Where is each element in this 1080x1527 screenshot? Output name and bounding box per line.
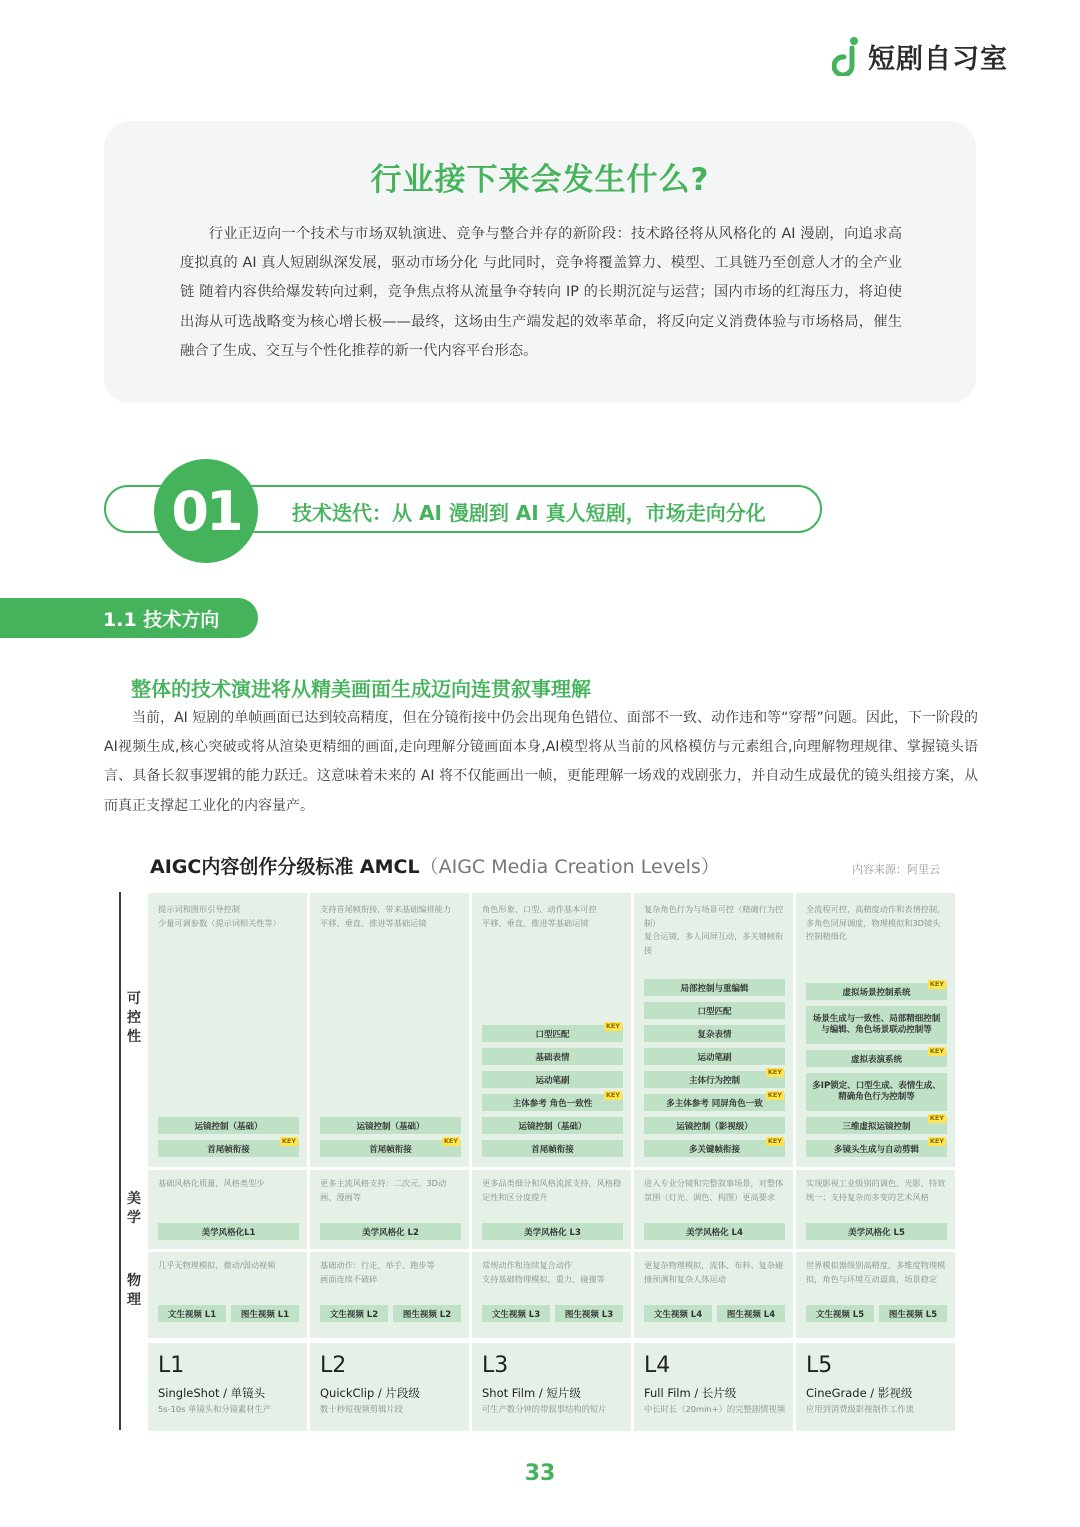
physics-bar: 图生视频 L3 xyxy=(555,1305,623,1322)
control-bar xyxy=(482,1022,623,1042)
axis-label-control: 可控性 xyxy=(127,991,141,1045)
level-cell xyxy=(634,1343,793,1431)
level-description: 数十秒短视频剪辑片段 xyxy=(320,1404,403,1414)
control-bar-label: 多IP锁定、口型生成、表情生成、精确角色行为控制等 xyxy=(812,1081,941,1102)
physics-bar: 文生视频 L2 xyxy=(320,1305,388,1322)
level-number: L2 xyxy=(320,1353,347,1378)
chart-source: 内容来源：阿里云 xyxy=(852,863,940,876)
control-bar-label: 首尾帧衔接 xyxy=(369,1144,412,1155)
control-bar xyxy=(806,980,947,1000)
key-badge: KEY xyxy=(767,1091,782,1099)
key-badge: KEY xyxy=(929,1047,944,1055)
subsection-tab: 1.1 技术方向 xyxy=(0,598,258,638)
aesthetic-description: 实现影视工业级别的调色、光影、特效统一；支持复杂而多变的艺术风格 xyxy=(806,1178,946,1202)
level-number: L1 xyxy=(158,1353,185,1378)
level-column xyxy=(472,893,631,1338)
key-badge: KEY xyxy=(929,1137,944,1145)
key-badge: KEY xyxy=(929,980,944,988)
section-title: 技术迭代：从 AI 漫剧到 AI 真人短剧，市场走向分化 xyxy=(292,501,766,525)
control-bar-label: 多关键帧衔接 xyxy=(688,1144,740,1155)
logo-mark-icon xyxy=(832,36,862,76)
level-number: L5 xyxy=(806,1353,833,1378)
physics-bar: 图生视频 L4 xyxy=(717,1305,785,1322)
control-description: 支持首尾帧衔接，带来基础编排能力 平移、垂直、推进等基础运镜 xyxy=(320,904,452,928)
control-bar-label: 口型匹配 xyxy=(535,1029,570,1040)
level-name: CineGrade / 影视级 xyxy=(806,1386,913,1400)
control-bar xyxy=(806,1047,947,1067)
level-cell xyxy=(148,1343,307,1431)
control-bar xyxy=(644,1117,785,1134)
physics-bar: 图生视频 L1 xyxy=(231,1305,299,1322)
axis-label-physics: 物理 xyxy=(127,1273,141,1308)
control-bar xyxy=(644,1025,785,1042)
control-bar xyxy=(320,1117,461,1134)
control-bar-label: 主体行为控制 xyxy=(688,1075,740,1086)
aesthetic-bar: 美学风格化 L4 xyxy=(644,1223,785,1240)
physics-description: 更复杂物理模拟，流体、布料、复杂碰撞预测和复杂人体运动 xyxy=(644,1260,784,1284)
aesthetic-bar: 美学风格化 L3 xyxy=(482,1223,623,1240)
control-bar-label: 主体参考 角色一致性 xyxy=(512,1098,593,1109)
control-bar xyxy=(644,1002,785,1019)
control-bar xyxy=(482,1048,623,1065)
physics-description: 世界模拟器级别高精度、多维度物理模拟，角色与环境互动逼真，场景稳定 xyxy=(806,1260,946,1284)
physics-bar: 文生视频 L1 xyxy=(158,1305,226,1322)
physics-description: 几乎无物理模拟，微动/弱动视频 xyxy=(158,1260,276,1270)
aesthetic-bar: 美学风格化 L2 xyxy=(320,1223,461,1240)
aesthetic-description: 更多主流风格支持：二次元、3D动画、漫画等 xyxy=(320,1178,447,1202)
control-bar-label: 首尾帧衔接 xyxy=(531,1144,574,1155)
chart-title-en: （AIGC Media Creation Levels） xyxy=(419,856,720,878)
aesthetic-bar: 美学风格化L1 xyxy=(158,1223,299,1240)
control-bar-label: 三维虚拟运镜控制 xyxy=(842,1121,911,1132)
amcl-grid xyxy=(148,893,956,1338)
brand-name: 短剧自习室 xyxy=(868,43,1008,75)
axis-line xyxy=(119,892,121,1430)
control-bar xyxy=(482,1091,623,1111)
physics-bar: 文生视频 L4 xyxy=(644,1305,712,1322)
control-bar-label: 运镜控制（基础） xyxy=(518,1121,587,1132)
control-bar xyxy=(644,1068,785,1088)
physics-description: 基础动作：行走、举手、跑步等 画面连续不破碎 xyxy=(320,1260,435,1284)
control-bar xyxy=(320,1137,461,1157)
control-bar xyxy=(158,1117,299,1134)
control-bar xyxy=(644,1137,785,1157)
page-number: 33 xyxy=(524,1461,556,1486)
control-bar-label: 多主体参考 同屏角色一致 xyxy=(666,1098,763,1109)
aesthetic-description: 进入专业分镜和完整叙事场景，对整体氛围（灯光、调色、构图）更高要求 xyxy=(644,1178,784,1202)
level-number: L4 xyxy=(644,1353,671,1378)
control-bar xyxy=(806,1137,947,1157)
level-name: Shot Film / 短片级 xyxy=(482,1386,581,1400)
control-bar xyxy=(158,1137,299,1157)
control-bar xyxy=(482,1071,623,1088)
intro-paragraph: 行业正迈向一个技术与市场双轨演进、竞争与整合并存的新阶段：技术路径将从风格化的 AI 漫剧，向追求高度拟真的 AI 真人短剧纵深发展，驱动市场分化 与此同时，竞争将覆盖算力、模型、工具链乃至创意人才的全产业链 随着内容供给爆发转向过剩，竞争焦点将从流量争夺转向 IP 的长期沉淀与运营；国内市场的红海压力，将迫使出海从可选战略变为核心增长极——最终，这场由生产端发起的效率革命，将反向定义消费体验与市场格局，催生融合了生成、交互与个性化推荐的新一代内容平台形态。 xyxy=(180,226,902,359)
physics-bar: 图生视频 L2 xyxy=(393,1305,461,1322)
level-description: 可生产数分钟的带叙事结构的短片 xyxy=(482,1404,607,1414)
control-bar xyxy=(806,1114,947,1134)
control-bar xyxy=(482,1117,623,1134)
control-bar xyxy=(644,1091,785,1111)
aesthetic-description: 更多品类细分和风格流派支持，风格稳定性和区分度提升 xyxy=(482,1178,622,1202)
level-number: L3 xyxy=(482,1353,509,1378)
control-description: 角色形象、口型、动作基本可控 平移、垂直、推进等基础运镜 xyxy=(482,904,597,928)
level-column xyxy=(148,893,307,1338)
control-bar-label: 运动笔刷 xyxy=(535,1075,570,1086)
aesthetic-description: 基础风格化质量，风格类型少 xyxy=(158,1178,265,1188)
control-bar-label: 运镜控制（基础） xyxy=(356,1121,425,1132)
control-bar-label: 运镜控制（基础） xyxy=(194,1121,263,1132)
key-badge: KEY xyxy=(443,1137,458,1145)
level-column xyxy=(310,893,469,1338)
level-row xyxy=(148,1343,956,1431)
intro-title: 行业接下来会发生什么? xyxy=(370,162,710,198)
level-name: SingleShot / 单镜头 xyxy=(158,1386,266,1400)
level-name: QuickClip / 片段级 xyxy=(320,1386,420,1400)
aesthetic-bar: 美学风格化 L5 xyxy=(806,1223,947,1240)
row-divider xyxy=(148,1167,956,1170)
intro-text xyxy=(180,220,902,366)
control-bar-label: 场景生成与一致性、局部精细控制与编辑、角色场景联动控制等 xyxy=(812,1014,941,1035)
key-badge: KEY xyxy=(767,1068,782,1076)
control-bar-label: 多镜头生成与自动剪辑 xyxy=(833,1144,919,1155)
control-bar xyxy=(644,1048,785,1065)
physics-bar: 图生视频 L5 xyxy=(879,1305,947,1322)
physics-bar: 文生视频 L5 xyxy=(806,1305,874,1322)
key-badge: KEY xyxy=(605,1022,620,1030)
control-description: 提示词和图形引导控制 少量可调参数（提示词相关性等） xyxy=(158,904,281,928)
level-column xyxy=(796,893,955,1338)
chart-title xyxy=(150,852,720,879)
section-number: 01 xyxy=(154,459,258,563)
level-cell xyxy=(472,1343,631,1431)
axis-label-aesthetic: 美学 xyxy=(127,1191,141,1226)
level-description: 5s-10s 单镜头和分镜素材生产 xyxy=(158,1404,272,1414)
control-bar-label: 基础表情 xyxy=(535,1052,570,1063)
brand-logo xyxy=(832,36,1008,76)
body-text xyxy=(104,704,978,821)
row-divider xyxy=(148,1249,956,1252)
control-bar-label: 首尾帧衔接 xyxy=(207,1144,250,1155)
key-badge: KEY xyxy=(929,1114,944,1122)
control-bar-label: 口型匹配 xyxy=(697,1006,732,1017)
level-name: Full Film / 长片级 xyxy=(644,1386,737,1400)
control-bar xyxy=(482,1140,623,1157)
body-paragraph: 当前，AI 短剧的单帧画面已达到较高精度，但在分镜衔接中仍会出现角色错位、面部不一致、动作违和等“穿帮”问题。因此，下一阶段的AI视频生成,核心突破或将从渲染更精细的画面,走向理解分镜画面本身,AI模型将从当前的风格模仿与元素组合,向理解物理规律、掌握镜头语言、具备长叙事逻辑的能力跃迁。这意味着未来的 AI 将不仅能画出一帧，更能理解一场戏的戏剧张力，并自动生成最优的镜头组接方案，从而真正支撑起工业化的内容量产。 xyxy=(104,710,978,814)
control-bar-label: 虚拟场景控制系统 xyxy=(842,987,911,998)
control-bar xyxy=(806,1006,947,1044)
control-bar-label: 局部控制与重编辑 xyxy=(680,983,749,994)
level-cell xyxy=(796,1343,955,1431)
control-bar-label: 运动笔刷 xyxy=(697,1052,732,1063)
chart-title-cn: AIGC内容创作分级标准 AMCL xyxy=(150,856,420,878)
control-bar-label: 复杂表情 xyxy=(697,1029,732,1040)
level-description: 应用到消费级影视制作工作流 xyxy=(806,1404,914,1414)
key-badge: KEY xyxy=(767,1137,782,1145)
control-description: 全流程可控，高精度动作和表情控制，多角色同屏调度，物理模拟和3D镜头控制精细化 xyxy=(806,904,946,941)
control-description: 复杂角色行为与场景可控（精确行为控制） 复合运镜，多人同屏互动，多关键帧衔接 xyxy=(644,904,784,955)
level-cell xyxy=(310,1343,469,1431)
level-column xyxy=(634,893,793,1338)
physics-description: 常规动作和连续复合动作 支持基础物理模拟，重力、碰撞等 xyxy=(482,1260,605,1284)
control-bar xyxy=(806,1073,947,1111)
key-badge: KEY xyxy=(605,1091,620,1099)
key-badge: KEY xyxy=(281,1137,296,1145)
control-bar xyxy=(644,979,785,996)
control-bar-label: 运镜控制（影视级） xyxy=(676,1121,753,1132)
level-description: 中长时长（20min+）的完整剧情视频 xyxy=(644,1404,786,1414)
headline: 整体的技术演进将从精美画面生成迈向连贯叙事理解 xyxy=(131,677,591,701)
control-bar-label: 虚拟表演系统 xyxy=(850,1054,902,1065)
physics-bar: 文生视频 L3 xyxy=(482,1305,550,1322)
